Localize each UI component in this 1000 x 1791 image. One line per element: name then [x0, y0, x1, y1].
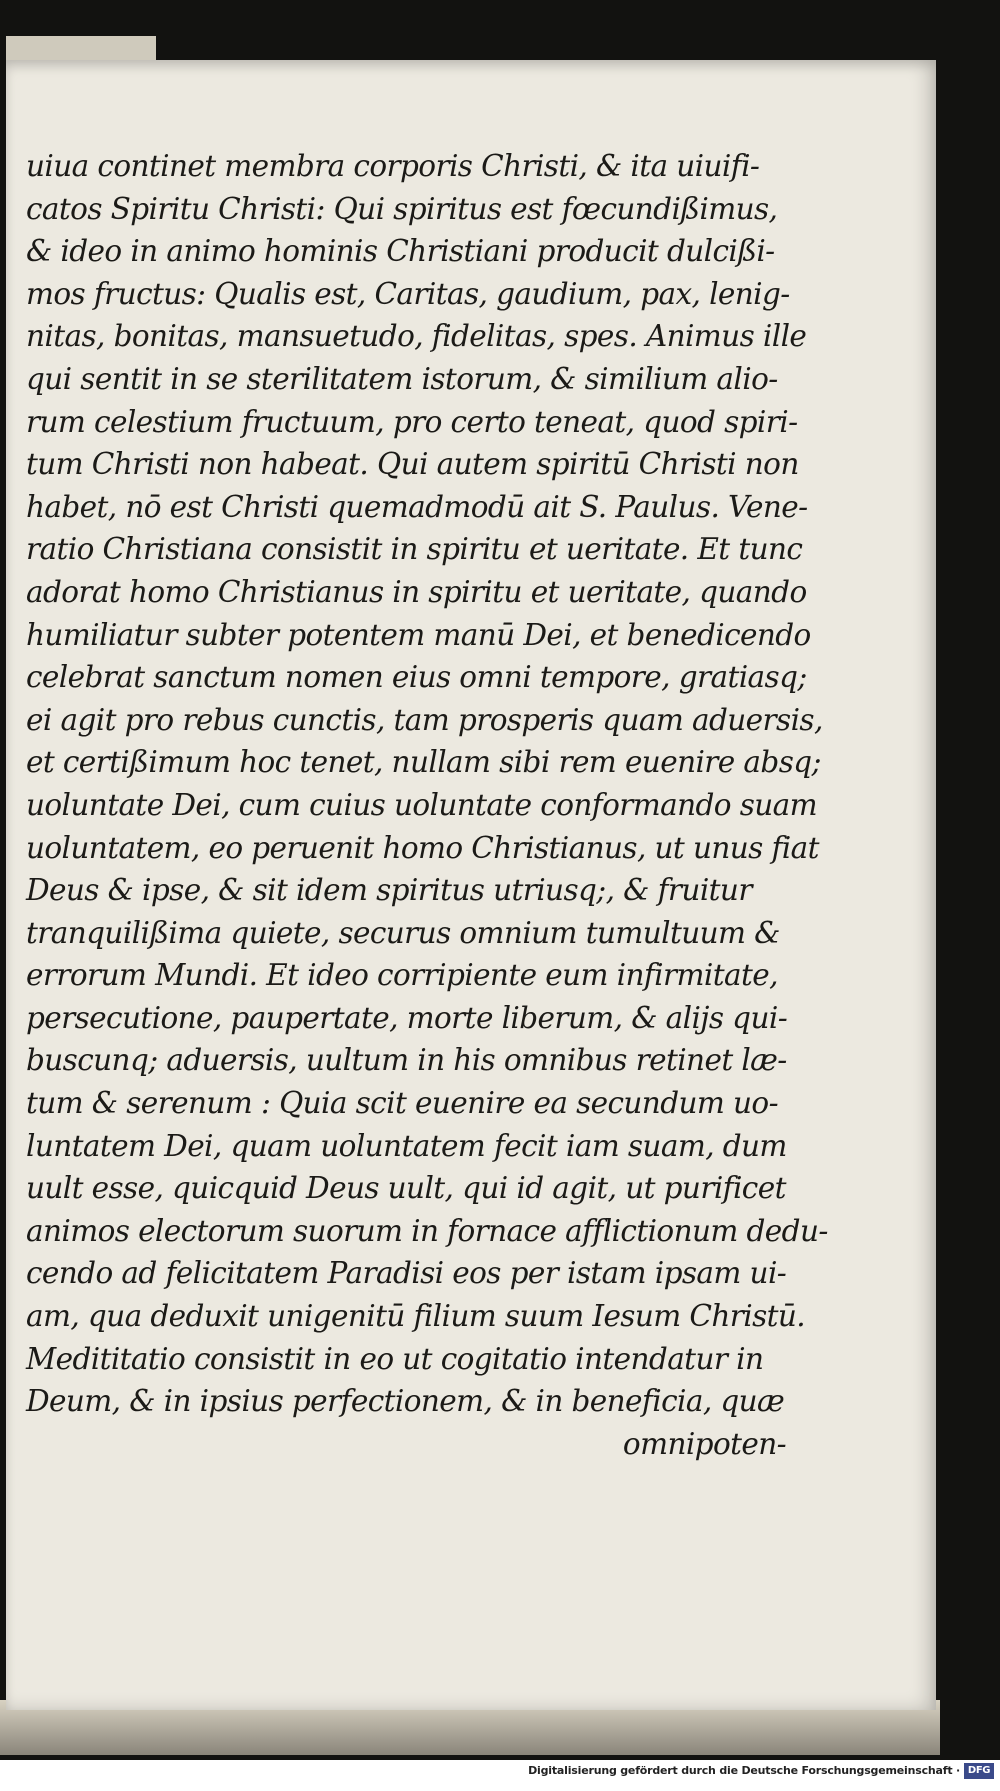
- text-line: errorum Mundi. Et ideo corripiente eum infirmitate,: [26, 958, 778, 993]
- dfg-logo: DFG: [964, 1763, 994, 1779]
- text-line: ratio Christiana consistit in spiritu et ueritate. Et tunc: [26, 532, 803, 567]
- text-line: am, qua deduxit unigenitū filium suum Iesum Christū.: [26, 1299, 806, 1334]
- text-line: uult esse, quicquid Deus uult, qui id agit, ut purificet: [26, 1171, 786, 1206]
- text-line: catos Spiritu Christi: Qui spiritus est fœcundißimus,: [26, 191, 778, 226]
- text-line: Deus & ipse, & sit idem spiritus utriusq;, & fruitur: [26, 873, 752, 908]
- footer-credit: Digitalisierung gefördert durch die Deutsche Forschungsgemeinschaft ·: [528, 1764, 960, 1777]
- text-line: qui sentit in se sterilitatem istorum, & similium alio-: [26, 361, 778, 396]
- text-line: et certißimum hoc tenet, nullam sibi rem euenire absq;: [26, 745, 821, 780]
- text-line: Deum, & in ipsius perfectionem, & in beneficia, quæ: [26, 1384, 785, 1419]
- text-line: nitas, bonitas, mansuetudo, fidelitas, spes. Animus ille: [26, 319, 807, 354]
- text-line: rum celestium fructuum, pro certo teneat, quod spiri-: [26, 404, 798, 439]
- text-line: celebrat sanctum nomen eius omni tempore, gratiasq;: [26, 660, 807, 695]
- text-line: persecutione, paupertate, morte liberum, & alijs qui-: [26, 1000, 788, 1035]
- text-line: buscunq; aduersis, uultum in his omnibus retinet læ-: [26, 1043, 787, 1078]
- text-line: tum & serenum : Quia scit euenire ea secundum uo-: [26, 1086, 778, 1121]
- text-line: & ideo in animo hominis Christiani producit dulcißi-: [26, 234, 775, 269]
- text-line: uoluntate Dei, cum cuius uoluntate conformando suam: [26, 787, 818, 822]
- text-line: adorat homo Christianus in spiritu et ueritate, quando: [26, 574, 807, 609]
- text-line: uoluntatem, eo peruenit homo Christianus, ut unus fiat: [26, 830, 819, 865]
- page-top-edge: [6, 36, 156, 62]
- text-line: uiua continet membra corporis Christi, & ita uiuifi-: [26, 149, 760, 183]
- text-line: tranquilißima quiete, securus omnium tumultuum &: [26, 915, 780, 950]
- text-line: animos electorum suorum in fornace afflictionum dedu-: [26, 1213, 828, 1248]
- text-line: ei agit pro rebus cunctis, tam prosperis quam aduersis,: [26, 702, 823, 737]
- text-line: tum Christi non habeat. Qui autem spiritū Christi non: [26, 447, 799, 482]
- text-line: habet, nō est Christi quemadmodū ait S. Paulus. Vene-: [26, 489, 808, 524]
- text-line: cendo ad felicitatem Paradisi eos per istam ipsam ui-: [26, 1256, 787, 1291]
- page-text: [26, 145, 828, 1465]
- text-line: Medititatio consistit in eo ut cogitatio intendatur in: [26, 1341, 764, 1376]
- text-line: mos fructus: Qualis est, Caritas, gaudium, pax, lenig-: [26, 276, 790, 311]
- catchword: omnipoten-: [622, 1426, 786, 1461]
- text-line: luntatem Dei, quam uoluntatem fecit iam suam, dum: [26, 1128, 787, 1163]
- text-line: humiliatur subter potentem manū Dei, et benedicendo: [26, 617, 811, 652]
